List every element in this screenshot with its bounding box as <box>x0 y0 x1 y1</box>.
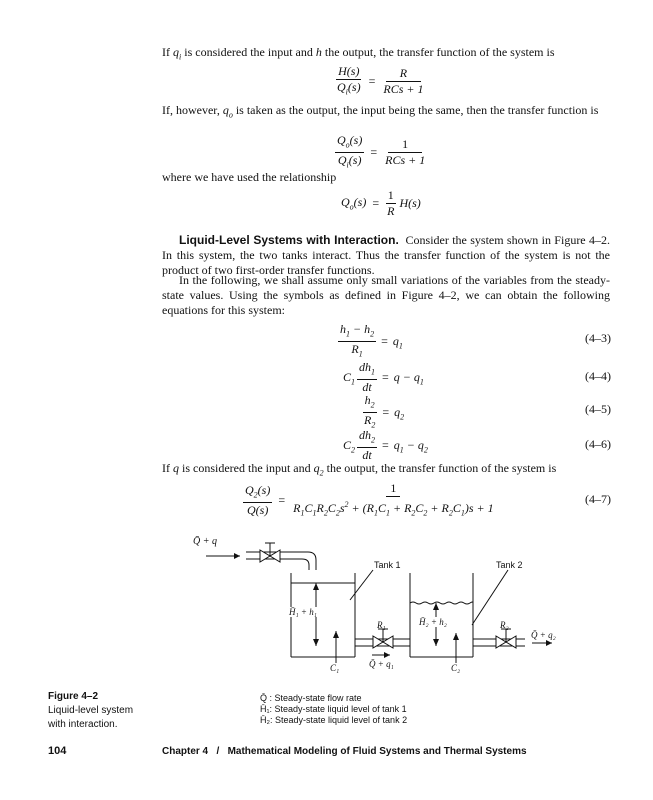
label-r1: R₁ <box>377 620 386 630</box>
figure-diagram <box>190 535 570 675</box>
legend-item: H̄₁: Steady-state liquid level of tank 1 <box>260 704 407 714</box>
caption-line: with interaction. <box>48 719 118 730</box>
section-heading: Liquid-Level Systems with Interaction. <box>179 233 399 247</box>
legend-item: Q̄ : Steady-state flow rate <box>260 693 362 703</box>
paragraph-relationship: where we have used the relationship <box>162 170 337 184</box>
label-tank1: Tank 1 <box>374 560 401 570</box>
paragraph-small-variations: In the following, we shall assume only small variations of the variables from the steady-state values. Using the symbols as defined in Figure 4–2, we can obtain the following equations for this system: <box>162 273 610 317</box>
equation-4-5: $\frac{h_2}{R_2}$ = $q_2$ <box>364 393 405 430</box>
equation-qo-over-qi: $\frac{Q_o(s)}{Q_i(s)}$ = $\frac{1}{\text{RCs + 1}}$ <box>337 133 426 170</box>
figure-caption <box>48 690 133 732</box>
equation-number: (4–4) <box>585 369 611 383</box>
tank2-liquid-level <box>410 602 473 604</box>
equation-4-3: $\frac{h_1 - h_2}{R_1}$ = $q_1$ <box>340 322 403 359</box>
label-h1: H̄₁ + h₁ <box>289 607 317 617</box>
paragraph-qo-output: If, however, $q_o$ is taken as the output, the input being the same, then the transfer function is <box>162 103 599 120</box>
figure-label: Figure 4–2 <box>48 691 99 702</box>
equation-number: (4–5) <box>585 402 611 416</box>
equation-number: (4–6) <box>585 437 611 451</box>
legend-item: H̄₂: Steady-state liquid level of tank 2 <box>260 715 408 725</box>
label-c2: C₂ <box>451 663 461 673</box>
chapter-footer: Chapter 4 / Mathematical Modeling of Fluid Systems and Thermal Systems <box>162 746 527 757</box>
label-tank2: Tank 2 <box>496 560 523 570</box>
equation-4-4: $C_1$ $\frac{dh_1}{dt}$ = $q - q_1$ <box>343 360 424 395</box>
equation-number: (4–7) <box>585 492 611 506</box>
paragraph-transfer-q2: If q is considered the input and $q_2$ the output, the transfer function of the system is <box>162 461 557 478</box>
equation-4-7: $\frac{Q_2(s)}{Q(s)}$ = $\frac{1}{R_1C_1R_2C_2s^2 + (R_1C_1 + R_2C_2 + R_2C_1)s + 1}$ <box>245 481 494 518</box>
label-c1: C₁ <box>330 663 340 673</box>
label-h2: H̄₂ + h₂ <box>419 617 447 627</box>
equation-qo-relationship: $Q_o(s)$ = $\frac{1}{R}$ H(s) <box>341 188 421 218</box>
label-inflow: Q̄ + q <box>193 536 217 547</box>
label-r2: R₂ <box>500 620 509 630</box>
label-q1-flow: Q̄ + q₁ <box>369 659 394 669</box>
page-number: 104 <box>48 745 67 757</box>
equation-h-over-qi: $\frac{H(s)}{Q_i(s)}$ = $\frac{R}{\text{RCs + 1}}$ <box>337 64 424 97</box>
equation-number: (4–3) <box>585 331 611 345</box>
equation-4-6: $C_2$ $\frac{dh_2}{dt}$ = $q_1 - q_2$ <box>343 428 428 463</box>
figure-legend <box>260 693 407 726</box>
label-q2-flow: Q̄ + q₂ <box>531 630 556 640</box>
section-interaction: Liquid-Level Systems with Interaction. Consider the system shown in Figure 4–2. In this system, the two tanks interact. Thus the transfer function of the system is not the product of two first-order transfer functions. <box>162 233 610 277</box>
caption-line: Liquid-level system <box>48 705 134 716</box>
paragraph-transfer-intro: If $q_i$ is considered the input and h the output, the transfer function of the system is <box>162 45 555 62</box>
